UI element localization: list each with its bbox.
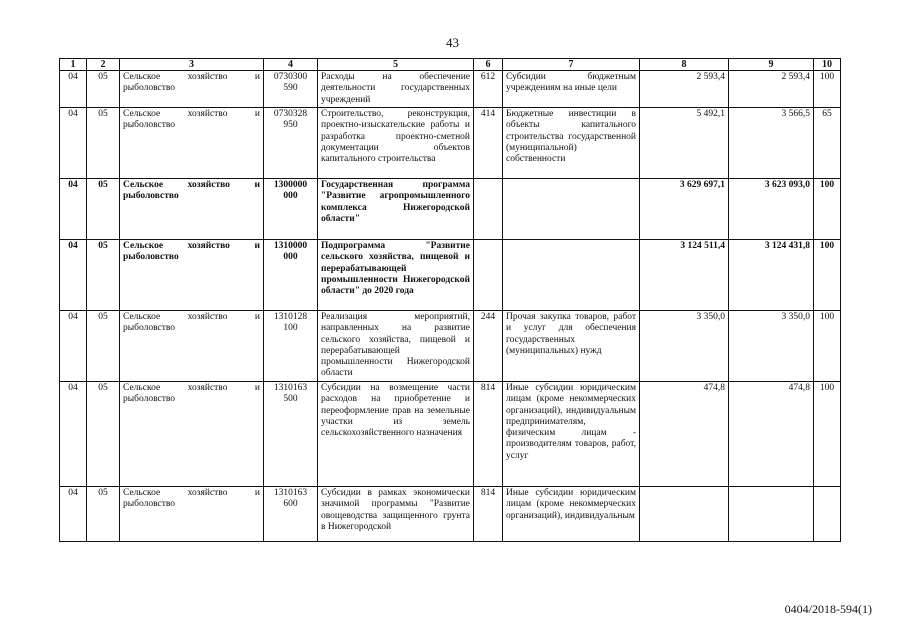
execution-percent (814, 487, 841, 542)
subsection-code: 05 (87, 311, 120, 382)
subsection-code: 05 (87, 240, 120, 311)
planned-amount: 3 124 511,4 (640, 240, 729, 311)
section-name: Сельское хозяйство и рыболовство (120, 240, 264, 311)
section-name: Сельское хозяйство и рыболовство (120, 71, 264, 108)
executed-amount: 474,8 (729, 382, 814, 487)
header-cell-5: 5 (318, 59, 474, 71)
subsection-code: 05 (87, 179, 120, 240)
subsection-code: 05 (87, 382, 120, 487)
header-cell-3: 3 (120, 59, 264, 71)
expense-type-name: Бюджетные инвестиции в объекты капитального строительства государственной (муниципальной) собственности (503, 108, 640, 179)
expense-type-name: Иные субсидии юридическим лицам (кроме некоммерческих организаций), индивидуальным (503, 487, 640, 542)
section-name: Сельское хозяйство и рыболовство (120, 311, 264, 382)
expense-type-name: Прочая закупка товаров, работ и услуг для обеспечения государственных (муниципальных) нужд (503, 311, 640, 382)
target-article-code: 1310128 100 (264, 311, 318, 382)
expense-type-name: Иные субсидии юридическим лицам (кроме некоммерческих организаций), индивидуальным предпринимателям, физическим лицам - производителям товаров, работ, услуг (503, 382, 640, 487)
subsection-code: 05 (87, 487, 120, 542)
expense-type-code: 814 (474, 382, 503, 487)
target-article-code: 0730328 950 (264, 108, 318, 179)
expense-type-code (474, 240, 503, 311)
expense-type-code: 612 (474, 71, 503, 108)
section-code: 04 (60, 108, 87, 179)
target-article-name: Строительство, реконструкция, проектно-изыскательские работы и разработка проектно-сметной документации объектов капитального строительства (318, 108, 474, 179)
executed-amount: 3 566,5 (729, 108, 814, 179)
section-code: 04 (60, 382, 87, 487)
target-article-name: Расходы на обеспечение деятельности государственных учреждений (318, 71, 474, 108)
subsection-code: 05 (87, 71, 120, 108)
planned-amount: 5 492,1 (640, 108, 729, 179)
header-cell-4: 4 (264, 59, 318, 71)
table-row (60, 382, 841, 487)
table-row (60, 487, 841, 542)
planned-amount (640, 487, 729, 542)
executed-amount: 2 593,4 (729, 71, 814, 108)
header-cell-1: 1 (60, 59, 87, 71)
target-article-name: Государственная программа "Развитие агропромышленного комплекса Нижегородской области" (318, 179, 474, 240)
section-name: Сельское хозяйство и рыболовство (120, 108, 264, 179)
section-code: 04 (60, 487, 87, 542)
target-article-code: 1310000 000 (264, 240, 318, 311)
target-article-code: 1310163 600 (264, 487, 318, 542)
planned-amount: 2 593,4 (640, 71, 729, 108)
expense-type-name: Субсидии бюджетным учреждениям на иные цели (503, 71, 640, 108)
header-row (60, 59, 841, 71)
planned-amount: 3 629 697,1 (640, 179, 729, 240)
planned-amount: 3 350,0 (640, 311, 729, 382)
expense-type-code (474, 179, 503, 240)
table-row (60, 71, 841, 108)
target-article-name: Реализация мероприятий, направленных на развитие сельского хозяйства, пищевой и перерабатывающей промышленности Нижегородской области (318, 311, 474, 382)
budget-table (59, 58, 841, 542)
section-name: Сельское хозяйство и рыболовство (120, 382, 264, 487)
planned-amount: 474,8 (640, 382, 729, 487)
table-row (60, 311, 841, 382)
section-name: Сельское хозяйство и рыболовство (120, 487, 264, 542)
target-article-code: 1310163 500 (264, 382, 318, 487)
target-article-name: Субсидии в рамках экономически значимой программы "Развитие овощеводства защищенного грунта в Нижегородской (318, 487, 474, 542)
execution-percent: 100 (814, 382, 841, 487)
executed-amount (729, 487, 814, 542)
table-row (60, 179, 841, 240)
page-number: 43 (446, 35, 459, 50)
expense-type-name (503, 179, 640, 240)
header-cell-10: 10 (814, 59, 841, 71)
target-article-code: 0730300 590 (264, 71, 318, 108)
execution-percent: 100 (814, 311, 841, 382)
document-code: 0404/2018-594(1) (784, 602, 872, 616)
expense-type-code: 414 (474, 108, 503, 179)
header-cell-7: 7 (503, 59, 640, 71)
header-cell-6: 6 (474, 59, 503, 71)
expense-type-code: 814 (474, 487, 503, 542)
target-article-name: Субсидии на возмещение части расходов на приобретение и переоформление прав на земельные участки из земель сельскохозяйственного назначения (318, 382, 474, 487)
table-row (60, 108, 841, 179)
expense-type-code: 244 (474, 311, 503, 382)
execution-percent: 100 (814, 179, 841, 240)
execution-percent: 100 (814, 71, 841, 108)
execution-percent: 100 (814, 240, 841, 311)
header-cell-9: 9 (729, 59, 814, 71)
table-row (60, 240, 841, 311)
executed-amount: 3 350,0 (729, 311, 814, 382)
executed-amount: 3 623 093,0 (729, 179, 814, 240)
section-name: Сельское хозяйство и рыболовство (120, 179, 264, 240)
execution-percent: 65 (814, 108, 841, 179)
subsection-code: 05 (87, 108, 120, 179)
target-article-name: Подпрограмма "Развитие сельского хозяйства, пищевой и перерабатывающей промышленности Нижегородской области" до 2020 года (318, 240, 474, 311)
expense-type-name (503, 240, 640, 311)
section-code: 04 (60, 179, 87, 240)
target-article-code: 1300000 000 (264, 179, 318, 240)
header-cell-2: 2 (87, 59, 120, 71)
header-cell-8: 8 (640, 59, 729, 71)
section-code: 04 (60, 311, 87, 382)
executed-amount: 3 124 431,8 (729, 240, 814, 311)
section-code: 04 (60, 71, 87, 108)
section-code: 04 (60, 240, 87, 311)
